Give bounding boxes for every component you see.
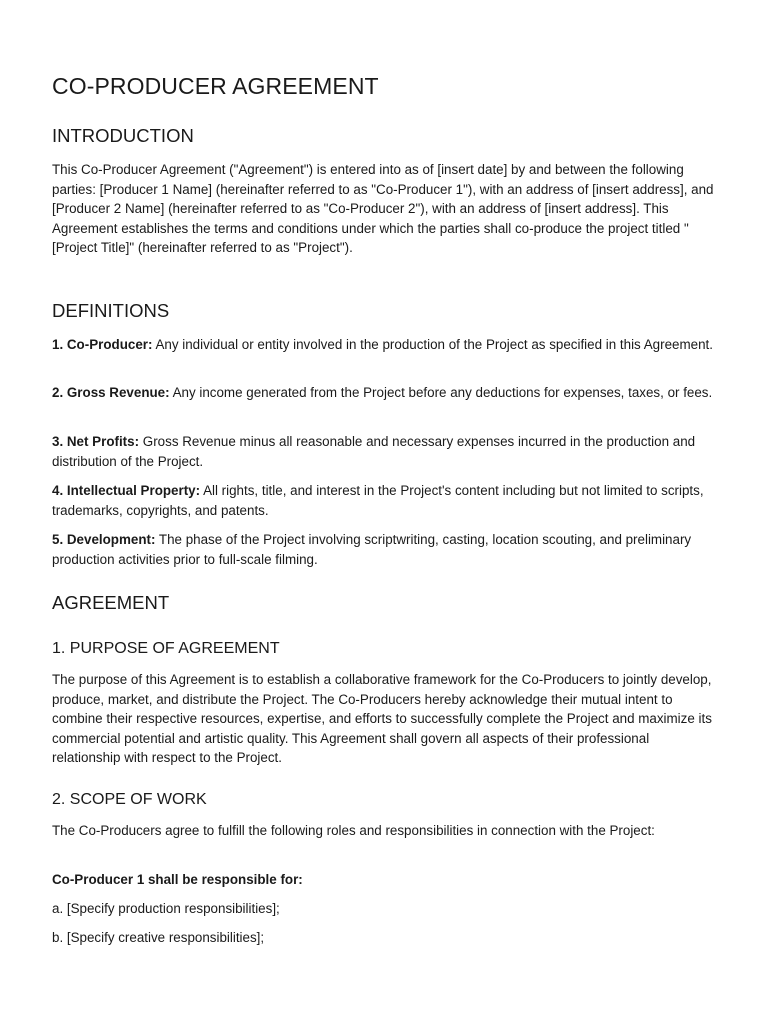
definition-text: All rights, title, and interest in the Project's content including but not limited to scripts, trademarks, copyrights, and patents. [52, 483, 704, 518]
definition-term: 2. Gross Revenue: [52, 385, 170, 400]
agreement-heading: AGREEMENT [52, 592, 170, 613]
purpose-heading: 1. PURPOSE OF AGREEMENT [52, 640, 280, 657]
introduction-heading: INTRODUCTION [52, 125, 194, 146]
purpose-paragraph: The purpose of this Agreement is to establish a collaborative framework for the Co-Producers to jointly develop, produce, market, and distribute the Project. The Co-Producers hereby acknowledge their mutual intent to combine their respective resources, expertise, and efforts to successfully complete the Project and maximize its commercial potential and artistic quality. This Agreement shall govern all aspects of their professional relationship with respect to the Project. [52, 672, 712, 766]
document-title: CO-PRODUCER AGREEMENT [52, 73, 379, 99]
scope-subheading: Co-Producer 1 shall be responsible for: [52, 872, 303, 887]
scope-list-item: a. [Specify production responsibilities]; [52, 901, 280, 916]
definition-item [52, 383, 720, 403]
definition-term: 5. Development: [52, 532, 156, 547]
scope-list-item: b. [Specify creative responsibilities]; [52, 930, 265, 945]
definition-text: Gross Revenue minus all reasonable and necessary expenses incurred in the production and distribution of the Project. [52, 434, 696, 469]
definition-item [52, 530, 720, 569]
definition-item [52, 335, 720, 355]
definition-text: The phase of the Project involving scriptwriting, casting, location scouting, and preliminary production activities prior to full-scale filming. [52, 532, 692, 567]
definitions-heading: DEFINITIONS [52, 300, 170, 321]
definition-term: 4. Intellectual Property: [52, 483, 201, 498]
definition-item [52, 481, 720, 520]
scope-heading: 2. SCOPE OF WORK [52, 791, 207, 808]
definition-term: 1. Co-Producer: [52, 337, 153, 352]
scope-paragraph: The Co-Producers agree to fulfill the following roles and responsibilities in connection with the Project: [52, 823, 655, 838]
definition-term: 3. Net Profits: [52, 434, 140, 449]
definition-text: Any income generated from the Project before any deductions for expenses, taxes, or fees. [172, 385, 713, 400]
definition-text: Any individual or entity involved in the production of the Project as specified in this Agreement. [155, 337, 713, 352]
introduction-paragraph: This Co-Producer Agreement ("Agreement") is entered into as of [insert date] by and between the following parties: [Producer 1 Name] (hereinafter referred to as "Co-Producer 1"), with an address of [insert address], and [Producer 2 Name] (hereinafter referred to as "Co-Producer 2"), with an address of [insert address]. This Agreement establishes the terms and conditions under which the parties shall co-produce the project titled "[Project Title]" (hereinafter referred to as "Project"). [52, 162, 714, 256]
definition-item [52, 432, 720, 471]
